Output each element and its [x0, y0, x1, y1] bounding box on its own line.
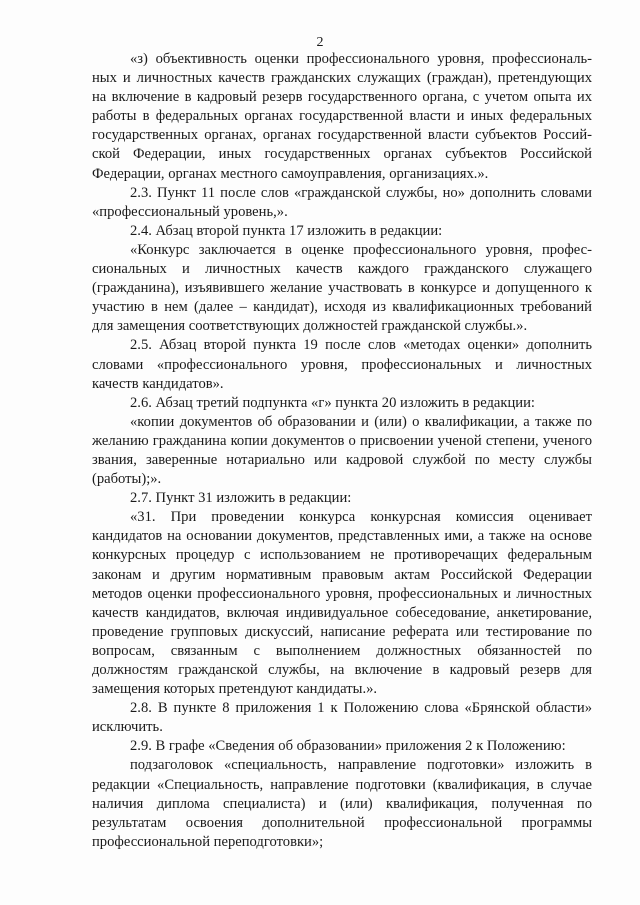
page-number: 2	[316, 35, 324, 50]
paragraph-contest-definition: «Конкурс заключается в оценке профессионального уровня, профес- сиональных и личностных качеств каждого гражданского служащего (гражданина), изъявившего желание участвовать в конкурсе и допущенного к участию в нем (далее – кандидат), исходя из квалификационных требований для замещения соответствующих должностей гражданской службы.».	[92, 241, 592, 335]
paragraph-2-4: 2.4. Абзац второй пункта 17 изложить в редакции:	[130, 222, 443, 239]
paragraph-2-7: 2.7. Пункт 31 изложить в редакции:	[130, 490, 352, 507]
paragraph-z-objectivity: «з) объективность оценки профессионального уровня, профессиональ- ных и личностных качеств гражданских служащих (граждан), претендующих на включение в кадровый резерв государственного органа, с учетом опыта их работы в федеральных органах государственной власти и иных федеральных государственных органах, органах государственной власти субъектов Россий- ской Федерации, иных государственных органах субъектов Российской Федерации, органах местного самоуправления, организациях.».	[92, 51, 592, 182]
paragraph-2-3: 2.3. Пункт 11 после слов «гражданской службы, но» дополнить словами «профессиональный уровень,».	[92, 184, 592, 220]
paragraph-document-copies: «копии документов об образовании и (или) о квалификации, а также по желанию гражданина копии документов о присвоении ученой степени, ученого звания, заверенные нотариально или кадровой службой по месту службы (работы);».	[92, 413, 592, 488]
paragraph-2-5: 2.5. Абзац второй пункта 19 после слов «методах оценки» дополнить словами «профессионального уровня, профессиональных и личностных качеств кандидатов».	[92, 337, 592, 392]
paragraph-2-6: 2.6. Абзац третий подпункта «г» пункта 20 изложить в редакции:	[130, 394, 535, 411]
paragraph-2-9: 2.9. В графе «Сведения об образовании» приложения 2 к Положению:	[130, 738, 566, 755]
document-body	[92, 50, 592, 852]
paragraph-item-31: «31. При проведении конкурса конкурсная комиссия оценивает кандидатов на основании документов, представленных ими, а также на основе конкурсных процедур с использованием не противоречащих федеральным законам и другим нормативным правовым актам Российской Федерации методов оценки профессионального уровня, профессиональных и личностных качеств кандидатов, включая индивидуальное собеседование, анкетирование, проведение групповых дискуссий, написание реферата или тестирование по вопросам, связанным с выполнением должностных обязанностей по должностям гражданской службы, на включение в кадровый резерв для замещения которых претендуют кандидаты.».	[92, 509, 592, 698]
paragraph-2-8: 2.8. В пункте 8 приложения 1 к Положению слова «Брянской области» исключить.	[92, 700, 592, 736]
paragraph-subheading: подзаголовок «специальность, направление подготовки» изложить в редакции «Специальность, направление подготовки (квалификация, в случае наличия диплома специалиста) и (или) квалификация, полученная по результатам освоения дополнительной профессиональной программы профессиональной переподготовки»;	[92, 757, 592, 850]
